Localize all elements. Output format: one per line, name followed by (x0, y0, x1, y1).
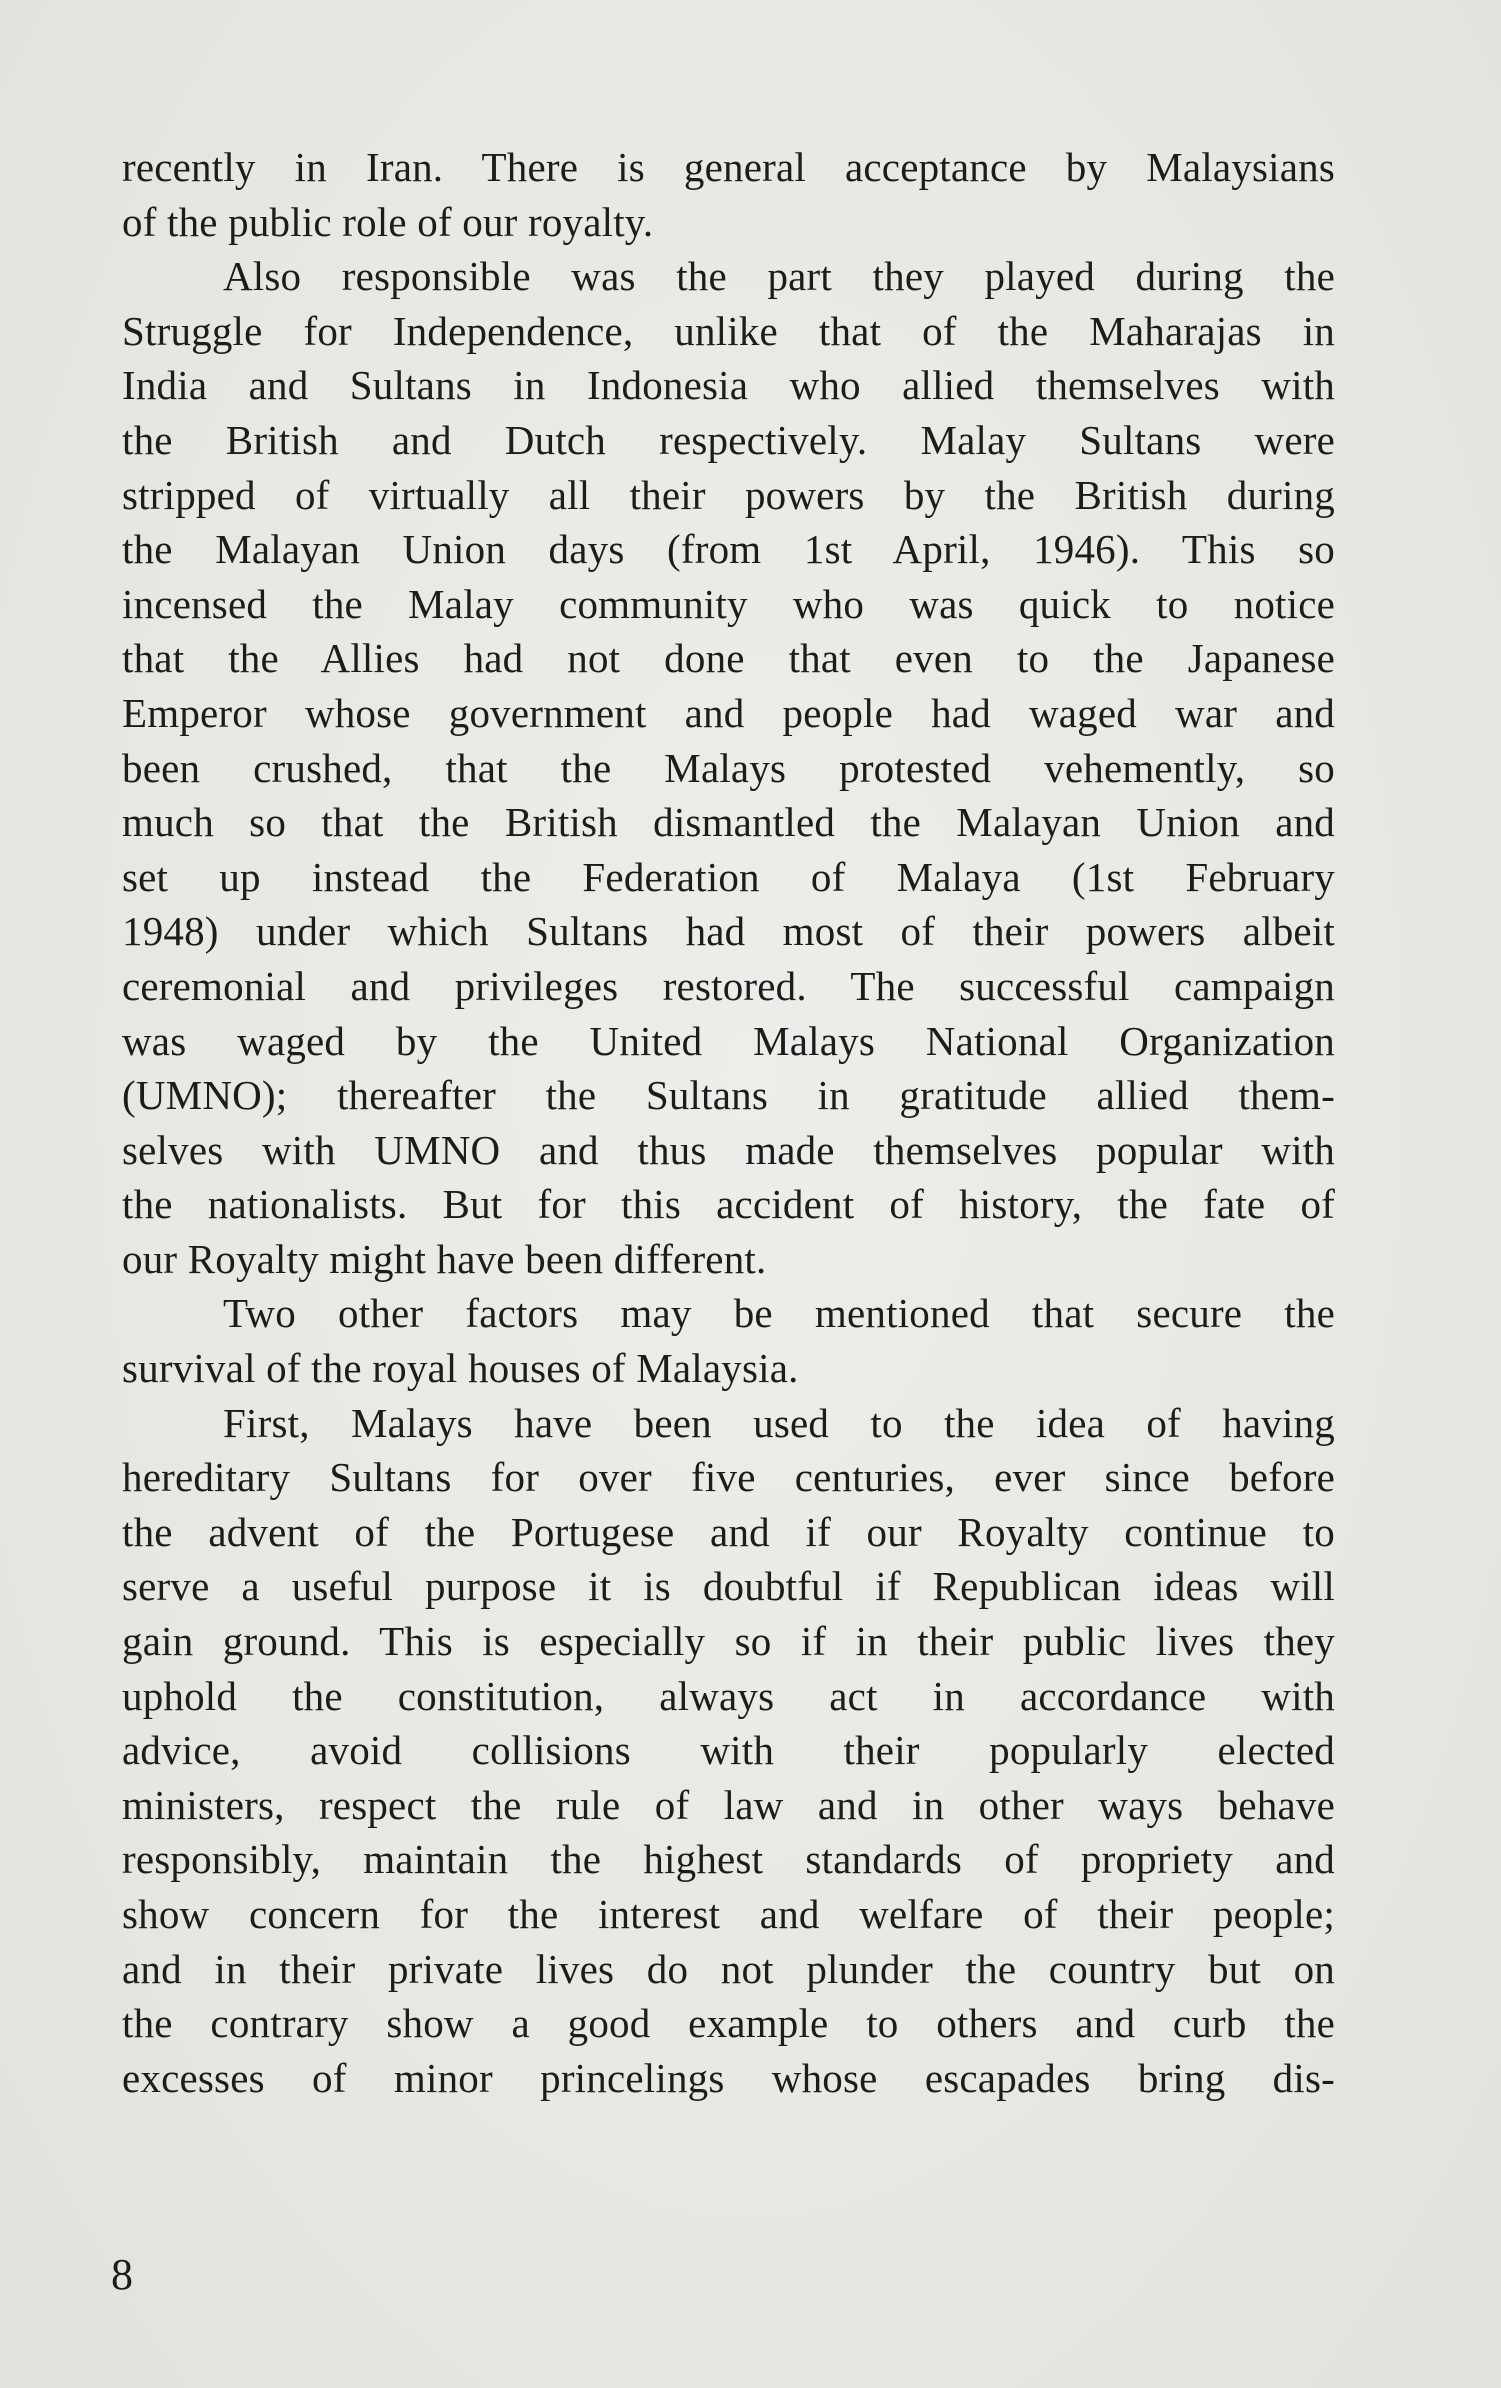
text-line: and in their private lives do not plunder the country but on (122, 1945, 1335, 1992)
text-line: serve a useful purpose it is doubtful if Republican ideas will (122, 1563, 1335, 1610)
text-line: set up instead the Federation of Malaya (1st February (122, 853, 1335, 900)
text-line: the Malayan Union days (from 1st April, 1946). This so (122, 526, 1335, 573)
page-number: 8 (111, 2250, 133, 2299)
text-line: incensed the Malay community who was quick to notice (122, 580, 1335, 627)
text-line: uphold the constitution, always act in accordance with (122, 1672, 1335, 1719)
text-line: that the Allies had not done that even to the Japanese (122, 635, 1335, 682)
text-line: ministers, respect the rule of law and in other ways behave (122, 1781, 1335, 1828)
text-line: excesses of minor princelings whose escapades bring dis- (122, 2054, 1335, 2101)
text-line: recently in Iran. There is general acceptance by Malaysians (122, 144, 1335, 190)
text-line: Also responsible was the part they played during the (223, 253, 1335, 300)
body-text (122, 140, 1335, 2105)
text-line: ceremonial and privileges restored. The successful campaign (122, 962, 1335, 1009)
text-line: Struggle for Independence, unlike that of the Maharajas in (122, 307, 1335, 354)
text-line: Emperor whose government and people had waged war and (122, 689, 1335, 736)
text-line: (UMNO); thereafter the Sultans in gratitude allied them- (122, 1072, 1335, 1119)
text-line: the British and Dutch respectively. Malay Sultans were (122, 416, 1335, 463)
text-line: Two other factors may be mentioned that secure the (223, 1290, 1335, 1337)
text-line: responsibly, maintain the highest standards of propriety and (122, 1836, 1335, 1883)
text-line: our Royalty might have been different. (122, 1235, 767, 1282)
text-line: show concern for the interest and welfare of their people; (122, 1891, 1335, 1937)
text-line: the advent of the Portugese and if our Royalty continue to (122, 1508, 1335, 1555)
text-line: 1948) under which Sultans had most of their powers albeit (122, 908, 1335, 955)
text-line: been crushed, that the Malays protested vehemently, so (122, 744, 1335, 791)
text-line: much so that the British dismantled the Malayan Union and (122, 799, 1335, 846)
text-line: First, Malays have been used to the idea of having (223, 1399, 1335, 1446)
text-line: of the public role of our royalty. (122, 198, 654, 245)
text-line: was waged by the United Malays National Organization (122, 1017, 1335, 1064)
text-line: gain ground. This is especially so if in their public lives they (122, 1618, 1335, 1665)
text-line: stripped of virtually all their powers by the British during (122, 471, 1335, 518)
text-line: survival of the royal houses of Malaysia. (122, 1345, 799, 1392)
text-line: India and Sultans in Indonesia who allied themselves with (122, 362, 1335, 409)
text-line: the contrary show a good example to others and curb the (122, 2000, 1335, 2047)
text-line: hereditary Sultans for over five centuries, ever since before (122, 1454, 1335, 1501)
text-line: the nationalists. But for this accident of history, the fate of (122, 1181, 1335, 1228)
text-line: selves with UMNO and thus made themselves popular with (122, 1126, 1335, 1173)
text-line: advice, avoid collisions with their popularly elected (122, 1727, 1335, 1774)
